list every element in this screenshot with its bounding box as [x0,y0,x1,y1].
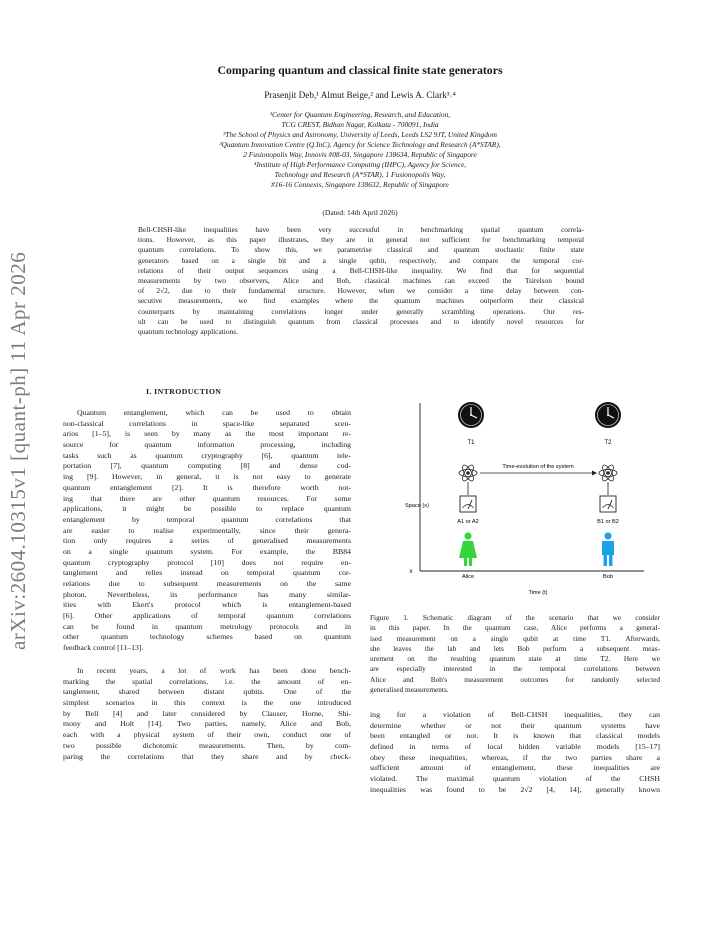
body-line: simplest scenarios in this context is the one introduced [63,698,351,708]
author-list: Prasenjit Deb,¹ Almut Beige,² and Lewis A. Clark³˒⁴ [264,90,456,100]
caption-line: Figure 1. Schematic diagram of the scenario that we consider [370,613,660,622]
affiliation-line: ³Quantum Innovation Centre (Q.InC), Agency for Science Technology and Research (A*STAR), [219,140,501,149]
abstract-line: tions. However, as this paper illustrates, they are in general not sufficient for benchmarking temporal [138,235,584,245]
meter-icon [460,496,476,512]
right-column-paragraph [370,710,660,796]
body-line: can be found in quantum metrology protocols and in [63,621,351,631]
body-line: portation [7], quantum computing [8] and dense cod- [63,461,351,471]
abstract-line: Bell-CHSH-like inequalities have been very successful in benchmarking spatial quantum correla- [138,225,584,234]
body-line: two possible dichotomic measurements. Then, by com- [63,740,351,750]
abstract-line: generators based on a single bit and a single qubit, respectively, and compare the temporal cor- [138,255,584,265]
abstract-line: secutive measurements, we find examples where the quantum machines outperform their classical [138,296,584,306]
affiliation-line: 2 Fusionopolis Way, Innovis #08-03, Singapore 138634, Republic of Singapore [243,150,477,159]
clock-icon [458,402,484,428]
caption-line: ised measurement on a single qubit at time T1. Afterwards, [370,633,660,643]
arxiv-identifier-stamp: arXiv:2604.10315v1 [quant-ph] 11 Apr 2026 [6,251,30,650]
abstract-line: ult can be used to distinguish quantum from classical processes and to identify novel resources for [138,316,584,326]
t1-label: T1 [467,440,475,446]
figure-1-schematic [390,395,650,595]
abstract-line: counterparts by maintaining correlations longer under generally scrambling operations. Our res- [138,306,584,316]
alice-figure-icon [459,532,477,566]
time-axis-label: Time (t) [528,590,548,595]
body-line: ing that there are other quantum resources. For some [63,493,351,503]
affiliation-line: TCG CREST, Bidhan Nagar, Kolkata - 700091, India [281,120,439,129]
abstract-line: relations of their output sequences using a Bell-CHSH-like inequality. We find that for sequential [138,265,584,275]
body-line: ing for a violation of Bell-CHSH inequalities, they can [370,710,660,719]
x-axis-marker: x [409,569,413,575]
body-line: tasks such as quantum cryptography [6], quantum tele- [63,450,351,460]
abstract-line: of 2√2, due to their fundamental structure. However, when we consider a time delay between con- [138,286,584,296]
alice-measurement-label: A1 or A2 [457,519,479,525]
body-line: determine whether or not their quantum systems have [370,720,660,730]
affiliation-line: ⁴Institute of High Performance Computing (IHPC), Agency for Science, [253,160,467,169]
body-line: source for quantum information processing, including [63,440,351,450]
abstract-line: quantum technology applications. [138,327,238,337]
atom-icon [459,463,477,482]
space-axis-label: Space (x) [405,503,429,509]
evolution-arrowhead [592,471,597,476]
caption-line: are especially interested in the temporal correlations between [370,664,660,674]
body-line: paring the correlations that they share and by check- [63,751,351,761]
body-line: [6]. Other applications of temporal quantum correlations [63,611,351,621]
body-line: tanglement, shared between distant qubits. One of the [63,687,351,697]
caption-line: generalised measurements. [370,685,449,695]
body-line: been entangled or not. It is known that classical models [370,731,660,741]
abstract [138,225,584,337]
body-line: arios [1–5], is seen by many as the most important re- [63,429,351,439]
body-line: other quantum technology schemes based on quantum [63,632,351,642]
caption-line: she leaves the lab and lets Bob perform a subsequent meas- [370,643,660,653]
alice-label: Alice [461,574,475,580]
t2-label: T2 [604,440,612,446]
body-line: entanglement by temporal quantum correlations that [63,514,351,524]
body-line: tion only requires a series of generalised measurements [63,536,351,546]
bob-measurement-label: B1 or B2 [597,519,619,525]
body-line: ities with Ekert's protocol which is entanglement-based [63,600,351,610]
caption-line: in this paper. In the quantum case, Alice performs a general- [370,623,660,633]
body-line: inequalities was found to be 2√2 [4, 14], generally known [370,784,660,794]
evolution-label: Time-evolution of the system [502,464,574,470]
body-line: obey these inequalities, whereas, if the two parties share a [370,752,660,762]
body-line: non-classical correlations in space-like separated scen- [63,418,351,428]
body-line: relations due to subsequent measurements on the same [63,579,351,588]
figure-1-caption [370,613,660,695]
body-line: by Bell [4] and later considered by Clauser, Horne, Shi- [63,708,351,718]
body-line: quantum entanglement [2]. It is therefore worth not- [63,482,351,492]
body-line: photon. Nevertheless, its performance has many similar- [63,589,351,599]
body-line: quantum cryptography protocol [10] does not require en- [63,557,351,567]
body-line: Quantum entanglement, which can be used to obtain [77,408,351,417]
body-line: tanglement and relies instead on temporal quantum cor- [63,568,351,578]
bob-label: Bob [603,574,613,580]
caption-line: Alice and Bob's measurement outcomes for randomly selected [370,674,660,684]
left-column-paragraph-2 [63,666,351,762]
body-line: are easier to realise experimentally, since their genera- [63,525,351,535]
body-line: violated. The maximal quantum violation of the CHSH [370,774,660,784]
affiliation-line: #16-16 Connexis, Singapore 138632, Republic of Singapore [271,180,449,189]
affiliation-line: Technology and Research (A*STAR), 1 Fusionopolis Way, [274,170,446,179]
body-line: marking the spatial correlations, i.e. the amount of en- [63,676,351,686]
body-line: defined in terms of local hidden variable models [15–17] [370,742,660,752]
body-line: sufficient amount of entanglement, these inequalities are [370,763,660,773]
dated-line: (Dated: 14th April 2026) [322,208,398,217]
section-heading: I. INTRODUCTION [146,387,222,396]
body-line: feedback control [11–13]. [63,643,144,653]
meter-icon [600,496,616,512]
body-line: each with a physical system of their own, conduct one of [63,730,351,740]
abstract-line: measurements by two observers, Alice and Bob, classical machines can exceed the Tsirelson bound [138,276,584,286]
bob-figure-icon [602,532,614,566]
body-line: on a single quantum system. For example, the BB84 [63,546,351,556]
affiliation-line: ²The School of Physics and Astronomy, University of Leeds, Leeds LS2 9JT, United Kingdom [223,130,497,139]
body-line: ing [9]. However, in general, it is not easy to generate [63,472,351,482]
body-line: mony and Holt [14]. Two parties, namely, Alice and Bob, [63,719,351,729]
paper-title: Comparing quantum and classical finite state generators [217,63,503,77]
abstract-line: quantum correlations. To show this, we parametrise classical and quantum stochastic finite state [138,245,584,255]
caption-line: urement on the resulting quantum state at time T2. Here we [370,654,660,664]
body-line: In recent years, a lot of work has been done bench- [77,666,351,675]
body-line: applications, it might be possible to replace quantum [63,504,351,514]
atom-icon [599,463,617,482]
left-column-paragraph-1 [63,408,351,654]
affiliation-line: ¹Center for Quantum Engineering, Research, and Education, [269,110,451,119]
clock-icon [595,402,621,428]
